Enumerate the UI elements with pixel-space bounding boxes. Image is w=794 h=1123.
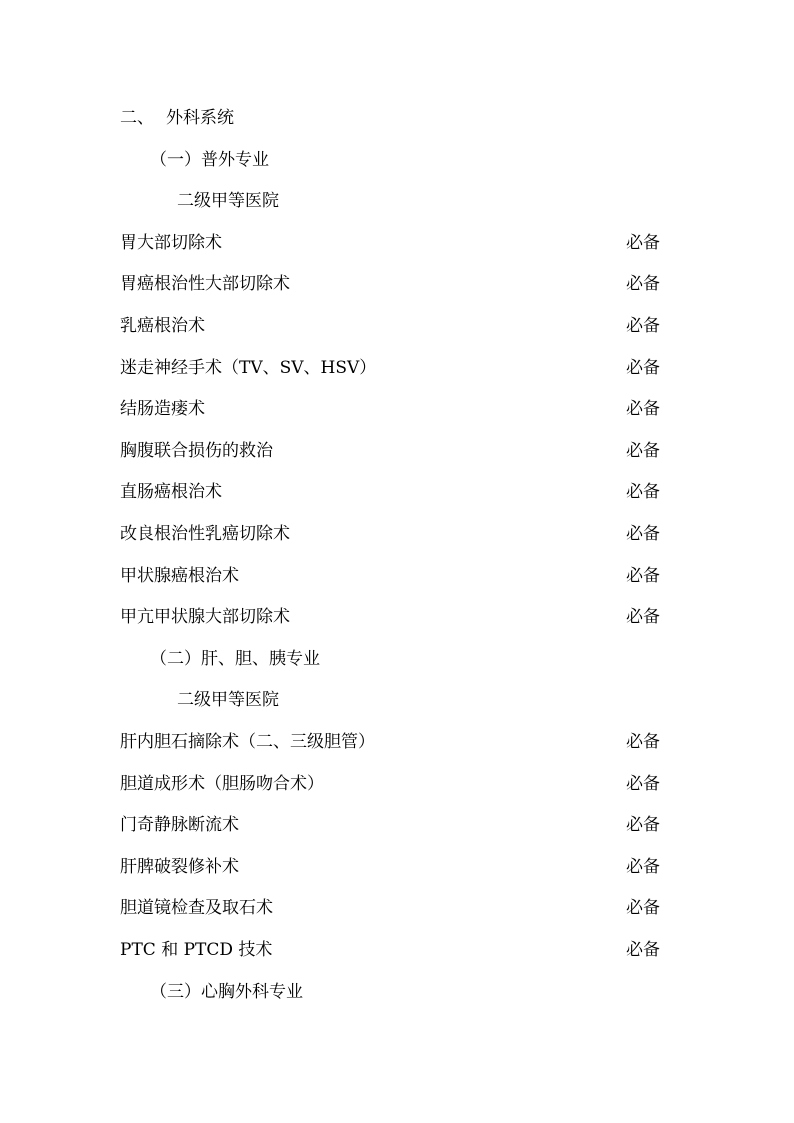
procedure-name: 甲状腺癌根治术 [120, 566, 239, 586]
procedure-name: 胃癌根治性大部切除术 [120, 274, 290, 294]
procedure-status: 必备 [626, 898, 660, 918]
procedure-name: 甲亢甲状腺大部切除术 [120, 607, 290, 627]
procedure-name: 胆道成形术（胆肠吻合术） [120, 774, 324, 794]
subsection-title-cardiothoracic: （三）心胸外科专业 [150, 982, 303, 1002]
procedure-name: 胸腹联合损伤的救治 [120, 441, 273, 461]
section-number: 二、 [120, 108, 154, 128]
hospital-level-label: 二级甲等医院 [177, 690, 279, 710]
procedure-status: 必备 [626, 524, 660, 544]
procedure-status: 必备 [626, 732, 660, 752]
procedure-status: 必备 [626, 857, 660, 877]
procedure-status: 必备 [626, 774, 660, 794]
procedure-status: 必备 [626, 482, 660, 502]
section-heading [120, 106, 234, 130]
procedure-status: 必备 [626, 274, 660, 294]
procedure-name: 直肠癌根治术 [120, 482, 222, 502]
procedure-name: 门奇静脉断流术 [120, 815, 239, 835]
hospital-level-label: 二级甲等医院 [177, 191, 279, 211]
procedure-status: 必备 [626, 399, 660, 419]
procedure-name: 肝内胆石摘除术（二、三级胆管） [120, 732, 375, 752]
procedure-name: 结肠造瘘术 [120, 399, 205, 419]
procedure-status: 必备 [626, 233, 660, 253]
procedure-status: 必备 [626, 566, 660, 586]
procedure-name: 胃大部切除术 [120, 233, 222, 253]
procedure-name: 肝脾破裂修补术 [120, 857, 239, 877]
procedure-status: 必备 [626, 815, 660, 835]
procedure-status: 必备 [626, 940, 660, 960]
section-title: 外科系统 [166, 108, 234, 128]
procedure-status: 必备 [626, 358, 660, 378]
procedure-status: 必备 [626, 607, 660, 627]
procedure-status: 必备 [626, 441, 660, 461]
procedure-name: 改良根治性乳癌切除术 [120, 524, 290, 544]
procedure-name: 乳癌根治术 [120, 316, 205, 336]
procedure-name: 迷走神经手术（TV、SV、HSV） [120, 358, 377, 378]
procedure-status: 必备 [626, 316, 660, 336]
procedure-name: 胆道镜检查及取石术 [120, 898, 273, 918]
subsection-title-general-surgery: （一）普外专业 [150, 150, 269, 170]
subsection-title-hepatobiliary: （二）肝、胆、胰专业 [150, 649, 320, 669]
procedure-name: PTC 和 PTCD 技术 [120, 940, 273, 960]
